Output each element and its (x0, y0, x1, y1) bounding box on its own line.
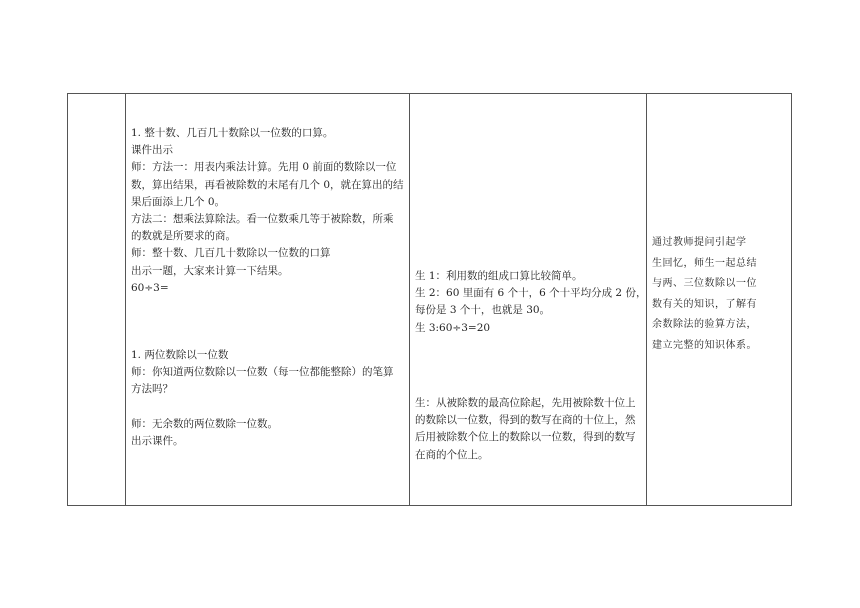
design-intent-note (652, 233, 785, 356)
text-line: 果后面添上几个 0。 (131, 195, 226, 208)
student-section-1 (415, 268, 647, 337)
text-line: 在商的个位上。 (415, 448, 489, 461)
text-line: 数，算出结果，再看被除数的末尾有几个 0，就在算出的结 (131, 178, 404, 191)
text-line: 生回忆，师生一起总结 (652, 257, 757, 269)
text-line: 数有关的知识，了解有 (652, 298, 757, 310)
empty-cell (68, 94, 126, 506)
teacher-activity-cell (126, 94, 410, 506)
text-line: 后用被除数个位上的数除以一位数，得到的数写 (415, 431, 636, 444)
text-line: 生 3:60÷3=20 (415, 321, 491, 334)
text-line: 1. 整十数、几百几十数除以一位数的口算。 (131, 127, 334, 139)
text-line: 生 1：利用数的组成口算比较简单。 (415, 270, 583, 282)
text-line: 课件出示 (131, 144, 173, 157)
teacher-section-2 (131, 347, 404, 450)
text-line: 方法吗？ (131, 383, 173, 396)
text-line: 出示一题，大家来计算一下结果。 (131, 264, 289, 277)
text-line: 生 2：60 里面有 6 个十，6 个十平均分成 2 份， (415, 287, 647, 300)
text-line: 余数除法的验算方法， (652, 319, 757, 330)
blank-line (131, 399, 404, 416)
design-intent-cell (647, 94, 792, 506)
text-line: 1. 两位数除以一位数 (131, 349, 229, 361)
text-line: 师：整十数、几百几十数除以一位数的口算 (131, 247, 331, 260)
text-line: 出示课件。 (131, 435, 184, 447)
text-line: 生：从被除数的最高位除起，先用被除数十位上 (415, 397, 636, 409)
text-line: 师：你知道两位数除以一位数（每一位都能整除）的笔算 (131, 366, 394, 379)
text-line: 的数除以一位数，得到的数写在商的十位上，然 (415, 414, 636, 427)
text-line: 方法二：想乘法算除法。看一位数乘几等于被除数，所乘 (131, 213, 394, 226)
text-line: 师：无余数的两位数除一位数。 (131, 417, 278, 430)
text-line: 与两、三位数除以一位 (652, 278, 757, 289)
teacher-section-1 (131, 125, 404, 297)
student-activity-cell (410, 94, 647, 506)
text-line: 建立完整的知识体系。 (652, 339, 757, 351)
text-line: 60÷3= (131, 281, 169, 294)
text-line: 通过教师提问引起学 (652, 237, 747, 248)
lesson-plan-table (67, 93, 792, 506)
text-line: 每份是 3 个十，也就是 30。 (415, 304, 551, 317)
student-section-2 (415, 395, 641, 464)
text-line: 师：方法一：用表内乘法计算。先用 0 前面的数除以一位 (131, 161, 397, 174)
table-row (68, 94, 792, 506)
text-line: 的数就是所要求的商。 (131, 230, 236, 243)
